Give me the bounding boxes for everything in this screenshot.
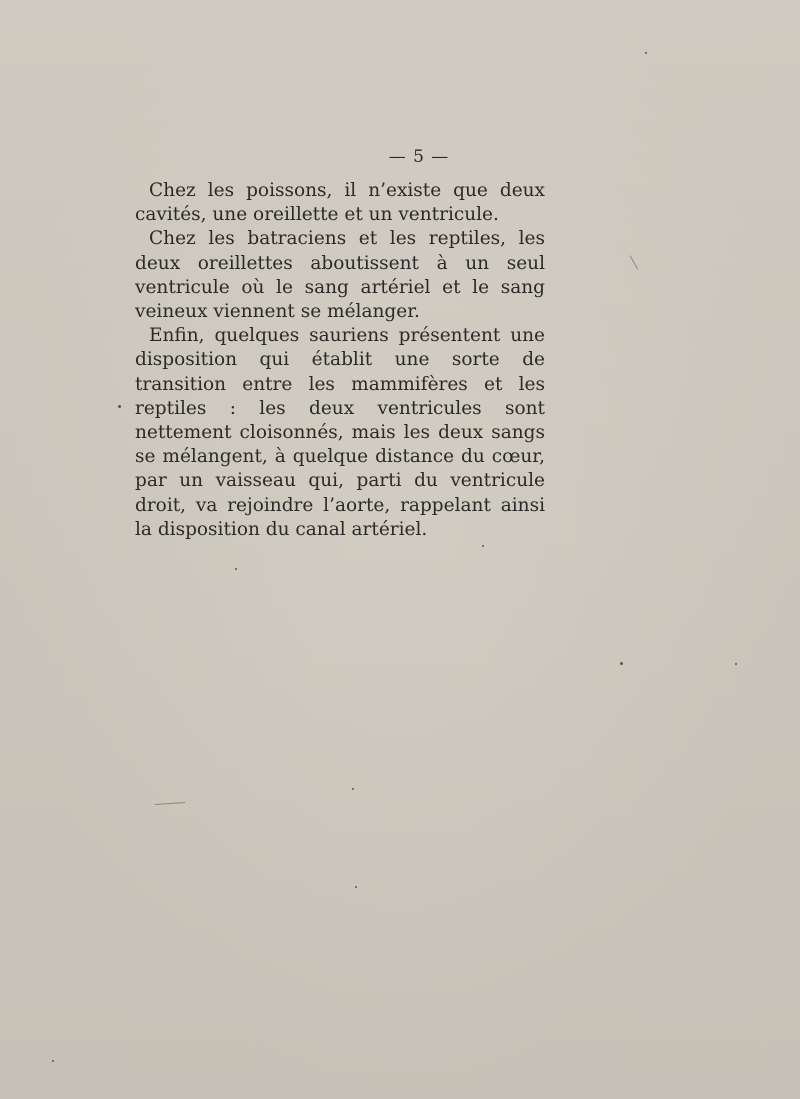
paragraph-saurians: Enfin, quelques sauriens présentent une disposition qui établit une sorte de transition entre les mammifères et les reptiles : les deux ventricules sont nettement cloisonnés, mais les deux sangs se mélangent, à quelque distance du cœur, par un vaisseau qui, parti du ventricule droit, va rejoindre l’aorte, rappelant ainsi la disposition du canal artériel. bbox=[135, 325, 545, 540]
paper-mark bbox=[630, 255, 639, 269]
paper-speck bbox=[482, 545, 484, 547]
paper-speck bbox=[52, 1060, 54, 1062]
page-number: — 5 — bbox=[388, 147, 450, 167]
paper-speck bbox=[352, 788, 354, 790]
paper-speck bbox=[645, 52, 647, 54]
paper-speck bbox=[355, 886, 357, 888]
paper-speck bbox=[118, 405, 121, 408]
paper-speck bbox=[235, 568, 237, 570]
paper-speck bbox=[620, 662, 623, 665]
paragraph-batrachians: Chez les batraciens et les reptiles, les deux oreillettes aboutissent à un seul ventricule où le sang artériel et le sang veineux viennent se mélanger. bbox=[135, 228, 545, 323]
paper-speck bbox=[735, 663, 737, 665]
body-text bbox=[135, 179, 545, 542]
paper-mark bbox=[155, 802, 185, 805]
paragraph-fish: Chez les poissons, il n’existe que deux cavités, une oreillette et un ventricule. bbox=[135, 180, 545, 226]
